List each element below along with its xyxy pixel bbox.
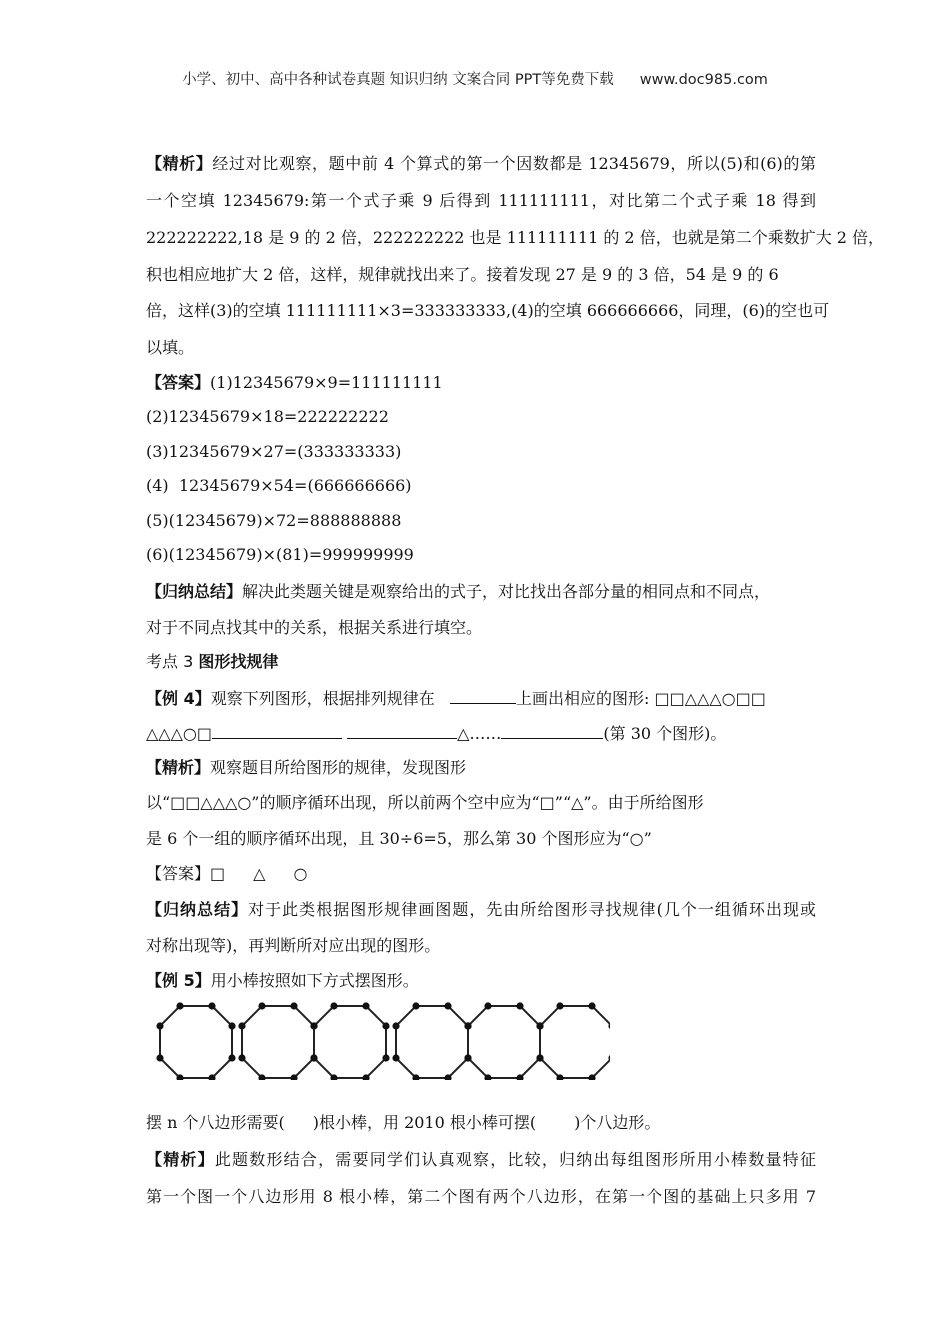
stick-joint xyxy=(362,1002,369,1009)
jingxi-line-1: 【精析】经过对比观察，题中前 4 个算式的第一个因数都是 12345679，所以(5)和(6)的第 xyxy=(146,154,816,173)
octagon xyxy=(540,1006,610,1078)
blank-4[interactable] xyxy=(501,721,603,739)
answer-line-6: (6)(12345679)×(81)=999999999 xyxy=(146,545,414,564)
jingxi-line-4: 积也相应地扩大 2 倍，这样，规律就找出来了。接着发现 27 是 9 的 3 倍，54 是 9 的 6 xyxy=(146,265,779,284)
header-url[interactable]: www.doc985.com xyxy=(639,72,768,88)
answer-circle: ○ xyxy=(293,864,308,883)
example4-jingxi-line-1: 【精析】观察题目所给图形的规律，发现图形 xyxy=(146,758,467,777)
stick-joint xyxy=(464,1054,471,1061)
stick-joint xyxy=(156,1054,163,1061)
kaodian-title: 图形找规律 xyxy=(198,652,279,671)
answer-tag: 【答案】 xyxy=(146,373,211,392)
stick-joint xyxy=(412,1002,419,1009)
stick-joint xyxy=(228,1054,235,1061)
example4-tag: 【例 4】 xyxy=(146,689,211,708)
octagon xyxy=(314,1006,386,1078)
jingxi-line-3: 222222222,18 是 9 的 2 倍，222222222 也是 111111111 的 2 倍，也就是第二个乘数扩大 2 倍， xyxy=(146,228,885,247)
stick-joint xyxy=(444,1002,451,1009)
header-text: 小学、初中、高中各种试卷真题 知识归纳 文案合同 PPT等免费下载 xyxy=(182,72,614,88)
stick-joint xyxy=(156,1022,163,1029)
jingxi-line-6: 以填。 xyxy=(146,338,195,357)
stick-joint xyxy=(392,1022,399,1029)
stick-joint xyxy=(310,1022,317,1029)
summary-line-2: 对于不同点找其中的关系，根据关系进行填空。 xyxy=(146,618,483,637)
answer-square: □ xyxy=(210,864,226,883)
answer-line-5: (5)(12345679)×72=888888888 xyxy=(146,511,402,530)
stick-joint xyxy=(238,1022,245,1029)
octagon xyxy=(396,1006,468,1078)
octagon xyxy=(468,1006,540,1078)
example5-tag: 【例 5】 xyxy=(146,971,211,990)
octagon xyxy=(242,1006,314,1078)
summary-tag: 【归纳总结】 xyxy=(146,582,243,601)
jingxi-tag: 【精析】 xyxy=(146,154,213,173)
example4-line-2: △△△○□ △…… (第 30 个图形)。 xyxy=(146,721,816,746)
stick-joint xyxy=(382,1022,389,1029)
example4-answer-line: 【答案】□ △ ○ xyxy=(146,864,308,883)
example4-summary-line-1: 【归纳总结】对于此类根据图形规律画图题，先由所给图形寻找规律(几个一组循环出现或 xyxy=(146,900,816,919)
octagon-group-2 xyxy=(238,1002,389,1080)
kaodian-heading: 考点 3 图形找规律 xyxy=(146,652,279,671)
stick-joint xyxy=(464,1022,471,1029)
stick-joint xyxy=(228,1022,235,1029)
answer-line-2: (2)12345679×18=222222222 xyxy=(146,407,389,426)
example5-jingxi-line-2: 第一个图一个八边形用 8 根小棒，第二个图有两个八边形，在第一个图的基础上只多用 7 xyxy=(146,1187,816,1206)
stick-joint xyxy=(330,1002,337,1009)
stick-joint xyxy=(176,1002,183,1009)
stick-joint xyxy=(536,1022,543,1029)
example4-summary-line-2: 对称出现等)，再判断所对应出现的图形。 xyxy=(146,936,441,955)
stick-joint xyxy=(484,1002,491,1009)
blank-3[interactable] xyxy=(347,721,457,739)
stick-joint xyxy=(310,1054,317,1061)
blank-2[interactable] xyxy=(212,721,342,739)
answer-line-4: (4) 12345679×54=(666666666) xyxy=(146,476,412,495)
example5-line-1: 【例 5】用小棒按照如下方式摆图形。 xyxy=(146,971,419,990)
octagon xyxy=(160,1006,232,1078)
stick-joint xyxy=(208,1002,215,1009)
example5-question: 摆 n 个八边形需要( )根小棒，用 2010 根小棒可摆( )个八边形。 xyxy=(146,1113,661,1132)
example5-jingxi-line-1: 【精析】此题数形结合，需要同学们认真观察，比较，归纳出每组图形所用小棒数量特征 xyxy=(146,1150,816,1169)
blank-1[interactable] xyxy=(450,686,516,704)
stick-joint xyxy=(238,1054,245,1061)
example4-jingxi-line-2: 以“□□△△△○”的顺序循环出现，所以前两个空中应为“□”“△”。由于所给图形 xyxy=(146,793,704,812)
stick-joint xyxy=(258,1002,265,1009)
octagon-group-1 xyxy=(156,1002,235,1080)
stick-joint xyxy=(392,1054,399,1061)
jingxi-line-5: 倍，这样(3)的空填 111111111×3=333333333,(4)的空填 666666666，同理，(6)的空也可 xyxy=(146,301,830,320)
answer-line-1: 【答案】(1)12345679×9=111111111 xyxy=(146,373,443,392)
jingxi-line-2: 一个空填 12345679:第一个式子乘 9 后得到 111111111，对比第二个式子乘 18 得到 xyxy=(146,191,816,210)
answer-triangle: △ xyxy=(253,864,266,883)
stick-joint xyxy=(588,1002,595,1009)
stick-joint xyxy=(516,1002,523,1009)
example4-line-1: 【例 4】观察下列图形，根据排列规律在 上画出相应的图形: □□△△△○□□ xyxy=(146,686,816,711)
stick-joint xyxy=(290,1002,297,1009)
stick-joint xyxy=(382,1054,389,1061)
summary-line-1: 【归纳总结】解决此类题关键是观察给出的式子，对比找出各部分量的相同点和不同点， xyxy=(146,582,771,601)
stick-joint xyxy=(536,1054,543,1061)
stick-joint xyxy=(556,1002,563,1009)
example4-jingxi-line-3: 是 6 个一组的顺序循环出现，且 30÷6=5，那么第 30 个图形应为“○” xyxy=(146,829,652,848)
page-header xyxy=(0,68,950,89)
octagon-figure xyxy=(150,1002,610,1080)
octagon-group-3 xyxy=(392,1002,610,1080)
answer-line-3: (3)12345679×27=(333333333) xyxy=(146,442,402,461)
